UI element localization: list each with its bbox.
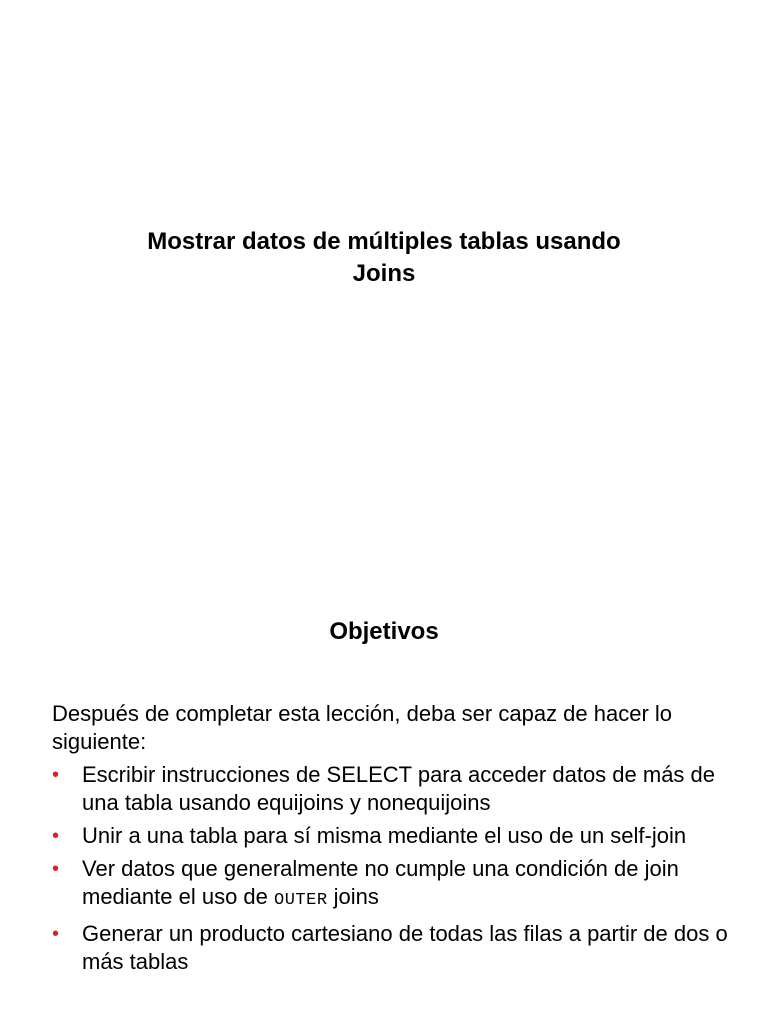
objectives-heading: Objetivos (329, 618, 439, 645)
objective-item (52, 920, 732, 976)
objectives-intro: Después de completar esta lección, deba ser capaz de hacer lo siguiente: (52, 701, 673, 754)
bullet-icon: • (52, 923, 60, 945)
objective-text-before: Ver datos que generalmente no cumple una condición de join mediante el uso de (82, 856, 679, 909)
objective-text: Unir a una tabla para sí misma mediante el uso de un self-join (82, 823, 687, 848)
objective-item (52, 761, 732, 817)
slide-title-line-1: Mostrar datos de múltiples tablas usando (147, 228, 621, 255)
bullet-icon: • (52, 825, 60, 847)
objective-item (52, 855, 732, 915)
objective-text: Escribir instrucciones de SELECT para acceder datos de más de una tabla usando equijoins y nonequijoins (82, 762, 716, 815)
objective-item (52, 822, 732, 850)
objectives-list (52, 761, 732, 981)
bullet-icon: • (52, 764, 60, 786)
outer-keyword: OUTER (274, 891, 328, 910)
objective-text-after: joins (327, 884, 379, 909)
objective-text: Generar un producto cartesiano de todas las filas a partir de dos o más tablas (82, 921, 728, 974)
slide-title (60, 226, 708, 290)
bullet-icon: • (52, 858, 60, 880)
slide-title-line-2: Joins (352, 260, 416, 287)
